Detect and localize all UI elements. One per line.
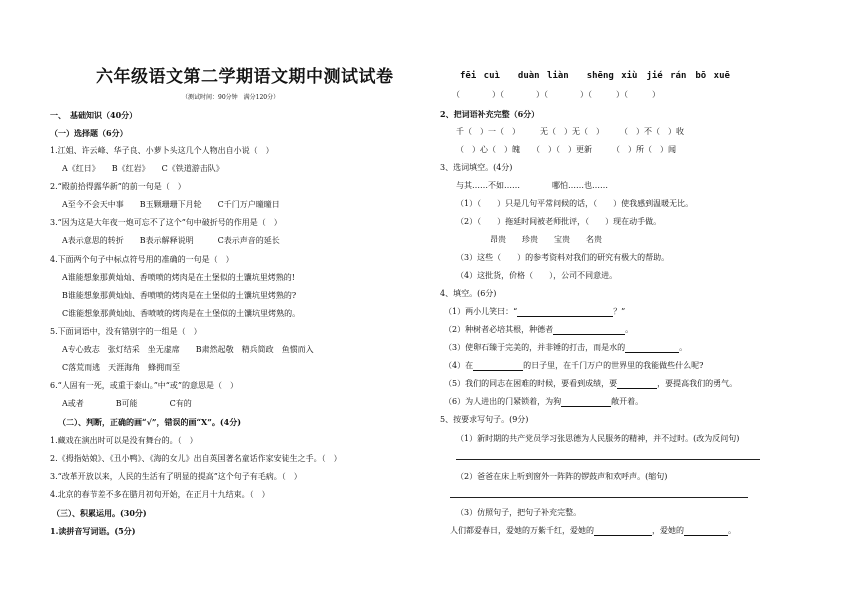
- fill-blank-4: （4）在 的日子里，在千门万户的世界里的我能做些什么呢?: [444, 361, 704, 370]
- question-3: 3.“因为这是大年夜一炮可忘不了这个”句中破折号的作用是（ ）: [50, 218, 282, 227]
- fill-blank-5-input[interactable]: [617, 380, 657, 389]
- part-choice-heading: （一）选择题（6分）: [50, 128, 128, 138]
- fill-blank-3-input[interactable]: [625, 344, 679, 353]
- judgement-3: 3.“改革开放以来，人民的生活有了明显的提高”这个句子有毛病。（ ）: [50, 472, 302, 481]
- pinyin-answer-boxes[interactable]: （ ）（ ）（ ）（ ）（ ）: [452, 90, 660, 99]
- question-1: 1.江姐、许云峰、华子良、小萝卜头这几个人物出自小说（ ）: [50, 146, 274, 155]
- fill-blank-6-input[interactable]: [561, 398, 611, 407]
- complete-words-row-1[interactable]: 千（ ）一（ ） 无（ ）无（ ） （ ）不（ ）收: [456, 127, 684, 136]
- complete-words-heading: 2、把词语补充完整（6分）: [440, 109, 540, 119]
- section-basic-knowledge: 一、 基础知识（40分）: [50, 110, 138, 120]
- judgement-1: 1.藏戏在演出时可以是没有舞台的。（ ）: [50, 436, 198, 445]
- judgement-2: 2.《拇指姑娘》、《丑小鸭》、《海的女儿》出自英国著名童话作家安徒生之手。（ ）: [50, 454, 342, 463]
- page-title: 六年级语文第二学期语文期中测试试卷: [96, 67, 394, 87]
- question-4-option-a: A谁能想象那黄灿灿、香喷喷的烤肉是在土堡似的土馕坑里烤熟的!: [62, 273, 295, 282]
- question-6: 6.“人固有一死，或重于泰山。”中“或”的意思是（ ）: [50, 381, 238, 390]
- question-1-options: A《红日》 B《红岩》 C《铁道游击队》: [62, 164, 224, 173]
- fill-blank-2-input[interactable]: [553, 326, 625, 335]
- fill-blank-1-input[interactable]: [517, 308, 613, 317]
- question-3-options: A表示意思的转折 B表示解释说明 C表示声音的延长: [62, 236, 280, 245]
- rewrite-1-answer-line[interactable]: [456, 459, 760, 460]
- question-5: 5.下面词语中，没有错别字的一组是（ ）: [50, 327, 202, 336]
- question-2: 2.“殿前拾得露华新”的前一句是（ ）: [50, 182, 186, 191]
- choose-words-sentence-3[interactable]: （3）这些（ ）的参考资料对我们的研究有极大的帮助。: [456, 253, 670, 262]
- rewrite-3-blank-2[interactable]: [684, 527, 728, 536]
- fill-blank-6: （6）为人进出的门紧锁着，为狗 敞开着。: [444, 397, 644, 406]
- question-4-option-b: B谁能想象那黄灿灿、香喷喷的烤肉是在土堡似的土馕坑里烤熟的?: [62, 291, 297, 300]
- fill-blank-3: （3）使卵石臻于完美的，并非锤的打击，而是水的 。: [444, 343, 688, 352]
- rewrite-2-prompt: （2）爸爸在床上听到窗外一阵阵的锣鼓声和欢呼声。(缩句): [456, 472, 668, 481]
- question-5-option-c: C落荒而逃 天涯海角 蜂拥而至: [62, 363, 181, 372]
- fill-blank-1: （1）两小儿笑曰：“ ？”: [444, 307, 626, 316]
- choose-words-sentence-2[interactable]: （2）（ ）拖延时间被老师批评，（ ）现在动手做。: [456, 217, 662, 226]
- exam-subtitle: （测试时间：90分钟 满分120分）: [182, 94, 280, 101]
- choose-words-sentence-1[interactable]: （1）（ ）只是几句平常问候的话，（ ）使我感到温暖无比。: [456, 199, 694, 208]
- rewrite-3-sentence: 人们都爱春日，爱她的万紫千红，爱她的 ，爱她的 。: [450, 526, 736, 535]
- rewrite-heading: 5、按要求写句子。(9分): [440, 415, 529, 424]
- choose-words-group-1: 与其……不如…… 哪怕……也……: [456, 181, 608, 190]
- question-4-option-c: C谁能想象那黄灿灿、香喷喷的烤肉是在土堡似的土馕坑里烤熟的。: [62, 309, 301, 318]
- question-2-options: A至今不会天中事 B玉颗珊珊下月轮 C千门万户曈曈日: [62, 200, 280, 209]
- rewrite-3-prompt: （3）仿照句子，把句子补充完整。: [456, 508, 582, 517]
- pinyin-row: fēi cuì duàn liàn shēng xiù jié rán bō xuē: [460, 71, 730, 81]
- judgement-4: 4.北京的春节差不多在腊月初旬开始，在正月十九结束。（ ）: [50, 490, 270, 499]
- pinyin-question-heading: 1.读拼音写词语。(5分): [50, 526, 136, 536]
- part-accumulation-heading: （三）、积累运用。(30分): [52, 508, 147, 518]
- fill-blank-4-input[interactable]: [473, 362, 523, 371]
- question-4: 4.下面两个句子中标点符号用的准确的一句是（ ）: [50, 255, 234, 264]
- question-6-options: A或者 B可能 C有的: [62, 399, 192, 408]
- rewrite-2-answer-line[interactable]: [450, 497, 748, 498]
- part-judgement-heading: （二）、判断，正确的画“√”，错误的画“X”。(4分): [58, 417, 242, 427]
- choose-words-sentence-4[interactable]: （4）这批货，价格（ ），公司不同意进。: [456, 271, 618, 280]
- fill-blank-5: （5）我们的同志在困难的时候，要看到成绩，要 ，要提高我们的勇气。: [444, 379, 738, 388]
- choose-words-group-2: 昂贵 珍贵 宝贵 名贵: [490, 235, 602, 244]
- question-5-options-ab: A专心致志 张灯结采 坐无虚席 B肃然起敬 精兵简政 鱼惯而入: [62, 345, 314, 354]
- choose-words-heading: 3、选词填空。(4分): [440, 163, 513, 172]
- complete-words-row-2[interactable]: （ ）心（ ）魄 （ ）（ ）更新 （ ）所（ ）闻: [456, 145, 676, 154]
- rewrite-1-prompt: （1）新时期的共产党员学习张思德为人民服务的精神，并不过时。(改为反问句): [456, 434, 740, 443]
- fill-blank-2: （2）种树者必培其根，种德者 。: [444, 325, 634, 334]
- rewrite-3-blank-1[interactable]: [594, 527, 652, 536]
- fill-blank-heading: 4、填空。(6分): [440, 289, 497, 298]
